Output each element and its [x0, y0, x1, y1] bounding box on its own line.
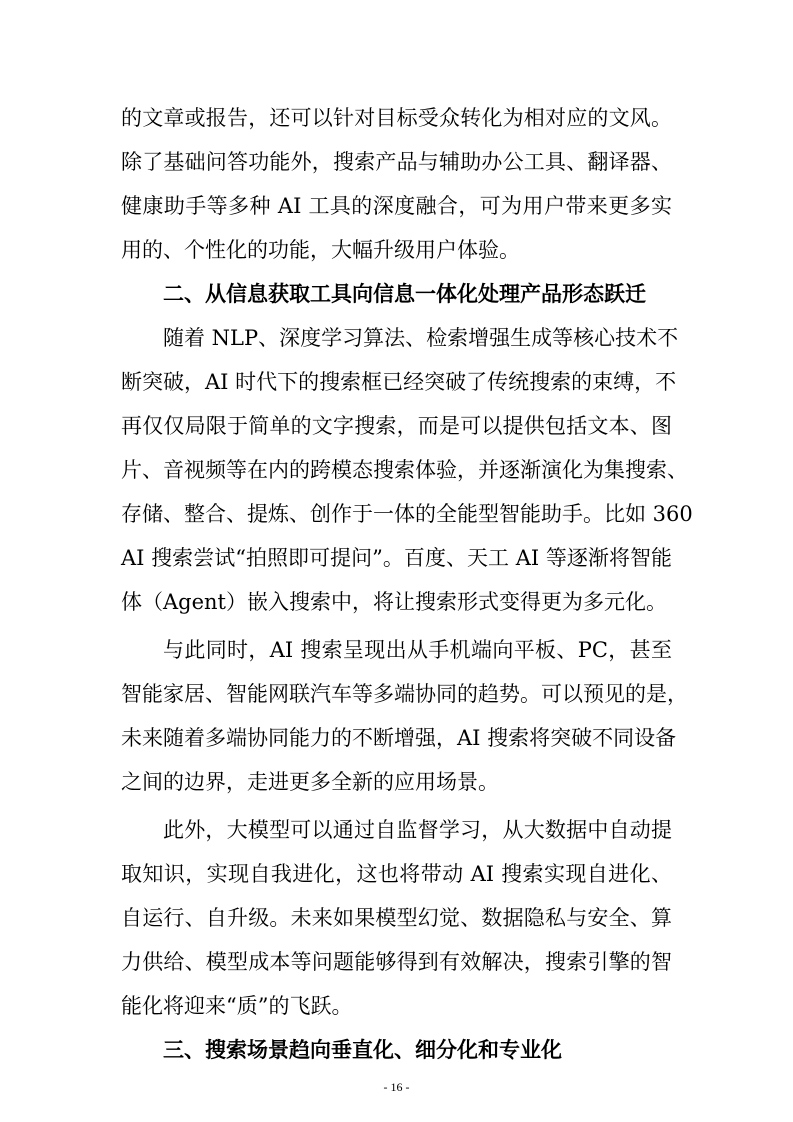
paragraph-line: 与此同时，AI 搜索呈现出从手机端向平板、PC，甚至: [163, 638, 672, 662]
paragraph-line: 能化将迎来“质”的飞跃。: [121, 994, 353, 1018]
paragraph-line: 未来随着多端协同能力的不断增强，AI 搜索将突破不同设备: [121, 726, 677, 750]
paragraph-line: 存储、整合、提炼、创作于一体的全能型智能助手。比如 360: [121, 502, 693, 526]
paragraph-line: 体（Agent）嵌入搜索中，将让搜索形式变得更为多元化。: [121, 590, 667, 614]
section-heading: 二、从信息获取工具向信息一体化处理产品形态跃迁: [163, 282, 646, 306]
paragraph-line: 此外，大模型可以通过自监督学习，从大数据中自动提: [163, 818, 672, 842]
paragraph-line: 力供给、模型成本等问题能够得到有效解决，搜索引擎的智: [121, 950, 672, 974]
paragraph-line: 除了基础问答功能外，搜索产品与辅助办公工具、翻译器、: [121, 150, 672, 174]
paragraph-line: 健康助手等多种 AI 工具的深度融合，可为用户带来更多实: [121, 194, 672, 218]
paragraph-line: 智能家居、智能网联汽车等多端协同的趋势。可以预见的是，: [121, 682, 688, 706]
page-number: - 16 -: [383, 1080, 410, 1094]
section-heading: 三、搜索场景趋向垂直化、细分化和专业化: [163, 1038, 562, 1062]
paragraph-line: 随着 NLP、深度学习算法、检索增强生成等核心技术不: [163, 326, 679, 350]
paragraph-line: 之间的边界，走进更多全新的应用场景。: [121, 770, 499, 794]
paragraph-line: AI 搜索尝试“拍照即可提问”。百度、天工 AI 等逐渐将智能: [121, 546, 672, 570]
paragraph-line: 断突破，AI 时代下的搜索框已经突破了传统搜索的束缚，不: [121, 370, 677, 394]
paragraph-line: 再仅仅局限于简单的文字搜索，而是可以提供包括文本、图: [121, 414, 672, 438]
paragraph-line: 片、音视频等在内的跨模态搜索体验，并逐渐演化为集搜索、: [121, 458, 688, 482]
paragraph-line: 取知识，实现自我进化，这也将带动 AI 搜索实现自进化、: [121, 862, 672, 886]
paragraph-line: 自运行、自升级。未来如果模型幻觉、数据隐私与安全、算: [121, 906, 672, 930]
paragraph-line: 用的、个性化的功能，大幅升级用户体验。: [121, 238, 520, 262]
paragraph-line: 的文章或报告，还可以针对目标受众转化为相对应的文风。: [121, 106, 672, 130]
